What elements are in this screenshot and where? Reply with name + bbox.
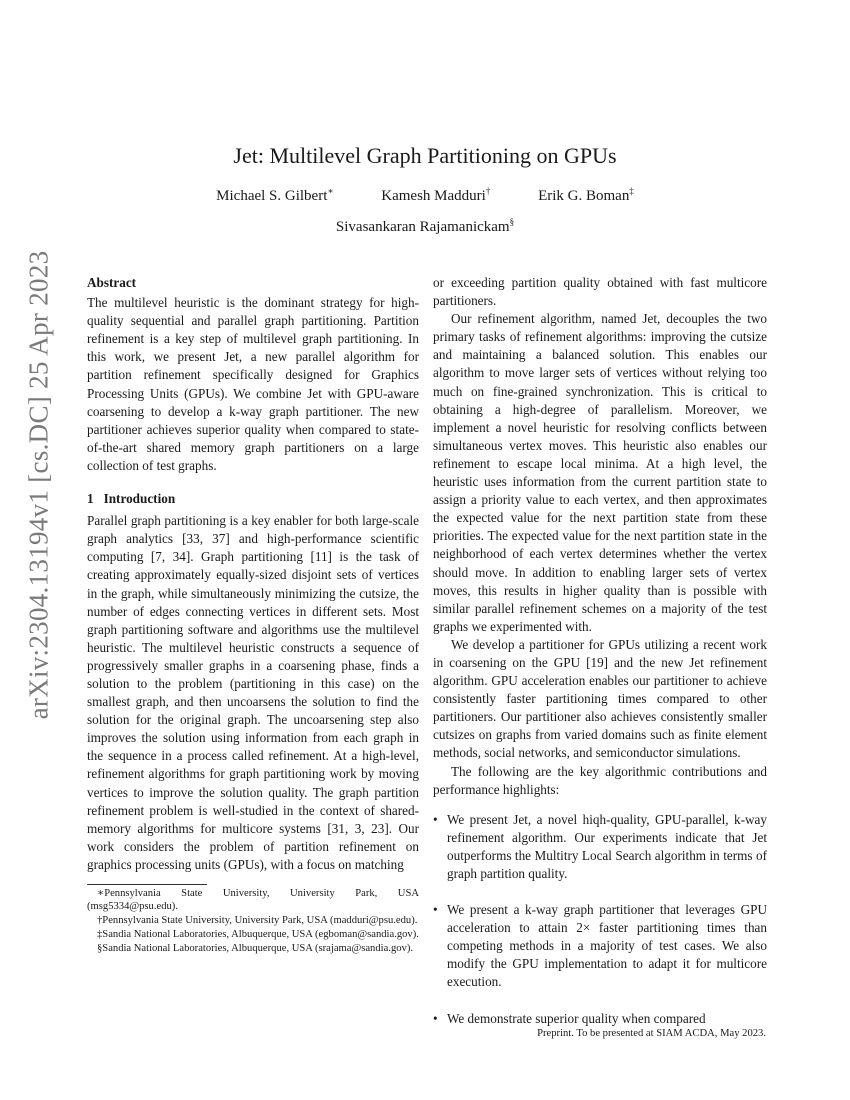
abstract-text: The multilevel heuristic is the dominant strategy for high-quality sequential and parallel graph partitioning. Partition refinement is a key step of multilevel graph partitioning. In this work, we present Jet, a new parallel algorithm for partition refinement specifically designed for Graphics Processing Units (GPUs). We combine Jet with GPU-aware coarsening to develop a k-way graph partitioner. The new partitioner achieves superior quality when compared to state-of-the-art shared memory graph partitioners on a large collection of test graphs. bbox=[87, 295, 419, 473]
bullet-icon: • bbox=[433, 1010, 438, 1026]
section-heading bbox=[87, 490, 419, 508]
intro-paragraph-2: Our refinement algorithm, named Jet, decouples the two primary tasks of refinement algorithms: improving the cutsize and maintaining a balanced solution. This enables our algorithm to move larger sets of vertices without relying too much on fine-grained synchronization. This is critical to obtaining a high-degree of parallelism. Moreover, we implement a novel heuristic for resolving conflicts between simultaneous vertex moves. This heuristic also enables our refinement to escape local minima. At a high level, the heuristic uses information from the current partition state to assign a priority value to each vertex, and then approximates the expected value for the next partition state from these priorities. The expected value for the next partition state in the neighborhood of each vertex determines whether the vertex should move. In addition to enabling larger sets of vertex moves, this results in higher quality than is possible with similar parallel refinement schemes on a majority of the test graphs we experimented with. bbox=[433, 311, 767, 634]
footnotes bbox=[87, 884, 419, 956]
section-number: 1 bbox=[87, 491, 94, 507]
list-item bbox=[433, 901, 767, 991]
intro-paragraph-1-continued: or exceeding partition quality obtained with fast multicore partitioners. bbox=[433, 275, 767, 309]
footnote: §Sandia National Laboratories, Albuquerque, USA (srajama@sandia.gov). bbox=[97, 943, 414, 954]
paper-title: Jet: Multilevel Graph Partitioning on GPUs bbox=[233, 143, 617, 168]
section-title: Introduction bbox=[103, 491, 176, 507]
author-mark: ∗ bbox=[327, 186, 334, 196]
author-line-1 bbox=[0, 188, 850, 205]
list-item-text: We present Jet, a novel hiqh-quality, GPU-parallel, k-way refinement algorithm. Our experiments indicate that Jet outperforms the Multitry Local Search algorithm in terms of graph partition quality. bbox=[447, 811, 767, 881]
abstract-heading: Abstract bbox=[87, 275, 137, 290]
author-2 bbox=[538, 188, 634, 204]
arxiv-id: arXiv:2304.13194v1 [cs.DC] 25 Apr 2023 bbox=[23, 250, 54, 720]
list-item-text: We present a k-way graph partitioner that leverages GPU acceleration to attain 2× faster partitioning times than competing methods in a majority of test cases. We also modify the GPU implementation to adapt it for multicore execution. bbox=[447, 902, 767, 990]
arxiv-stamp bbox=[19, 250, 59, 720]
footnote: †Pennsylvania State University, University Park, USA (madduri@psu.edu). bbox=[97, 915, 418, 926]
author-name: Sivasankaran Rajamanickam bbox=[335, 219, 510, 235]
intro-paragraph-4: The following are the key algorithmic contributions and performance highlights: bbox=[433, 763, 767, 797]
author-name: Erik G. Boman bbox=[538, 188, 630, 204]
bullet-icon: • bbox=[433, 902, 438, 918]
left-column bbox=[87, 274, 419, 874]
author-0 bbox=[216, 188, 333, 204]
author-line-2 bbox=[0, 219, 850, 236]
footnote-rule bbox=[87, 884, 207, 885]
list-item-text: We demonstrate superior quality when compared bbox=[447, 1010, 706, 1026]
author-name: Michael S. Gilbert bbox=[216, 188, 328, 204]
author-mark: † bbox=[485, 186, 491, 196]
author-3 bbox=[336, 219, 514, 235]
author-name: Kamesh Madduri bbox=[381, 188, 486, 204]
footnote: ∗Pennsylvania State University, University Park, USA (msg5334@psu.edu). bbox=[87, 888, 419, 912]
intro-paragraph-3: We develop a partitioner for GPUs utilizing a recent work in coarsening on the GPU [19] and the new Jet refinement algorithm. GPU acceleration enables our partitioner to achieve consistently faster partitioning times compared to other partitioners. Our partitioner also achieves consistently smaller cutsizes on graphs from varied domains such as finite element methods, social networks, and semiconductor simulations. bbox=[433, 636, 767, 761]
list-item bbox=[433, 811, 767, 883]
contributions-list bbox=[433, 811, 767, 1028]
list-item bbox=[433, 1010, 767, 1028]
author-mark: § bbox=[509, 217, 515, 227]
bullet-icon: • bbox=[433, 811, 438, 827]
right-column bbox=[433, 274, 767, 1046]
preprint-note: Preprint. To be presented at SIAM ACDA, May 2023. bbox=[537, 1028, 766, 1039]
intro-paragraph-1: Parallel graph partitioning is a key enabler for both large-scale graph analytics [33, 37] and high-performance scientific computing [7, 34]. Graph partitioning [11] is the task of creating approximately equally-sized disjoint sets of vertices in the graph, while simultaneously minimizing the cutsize, the number of edges connecting vertices in different sets. Most graph partitioning software and algorithms use the multilevel heuristic. The multilevel heuristic constructs a sequence of progressively smaller graphs in a coarsening phase, finds a solution to the problem (partitioning in this case) on the smallest graph, and then uncoarsens the solution to find the solution for the original graph. The uncoarsening step also improves the solution using information from each graph in the sequence in a process called refinement. At a high-level, refinement algorithms for graph partitioning work by moving vertices to improve the solution quality. The graph partition refinement problem is well-studied in the context of shared-memory algorithms for multicore systems [31, 3, 23]. Our work considers the problem of partition refinement on graphics processing units (GPUs), with a focus on matching bbox=[87, 513, 419, 872]
footnote: ‡Sandia National Laboratories, Albuquerque, USA (egboman@sandia.gov). bbox=[97, 929, 419, 940]
author-mark: ‡ bbox=[629, 186, 634, 196]
author-1 bbox=[381, 188, 490, 204]
